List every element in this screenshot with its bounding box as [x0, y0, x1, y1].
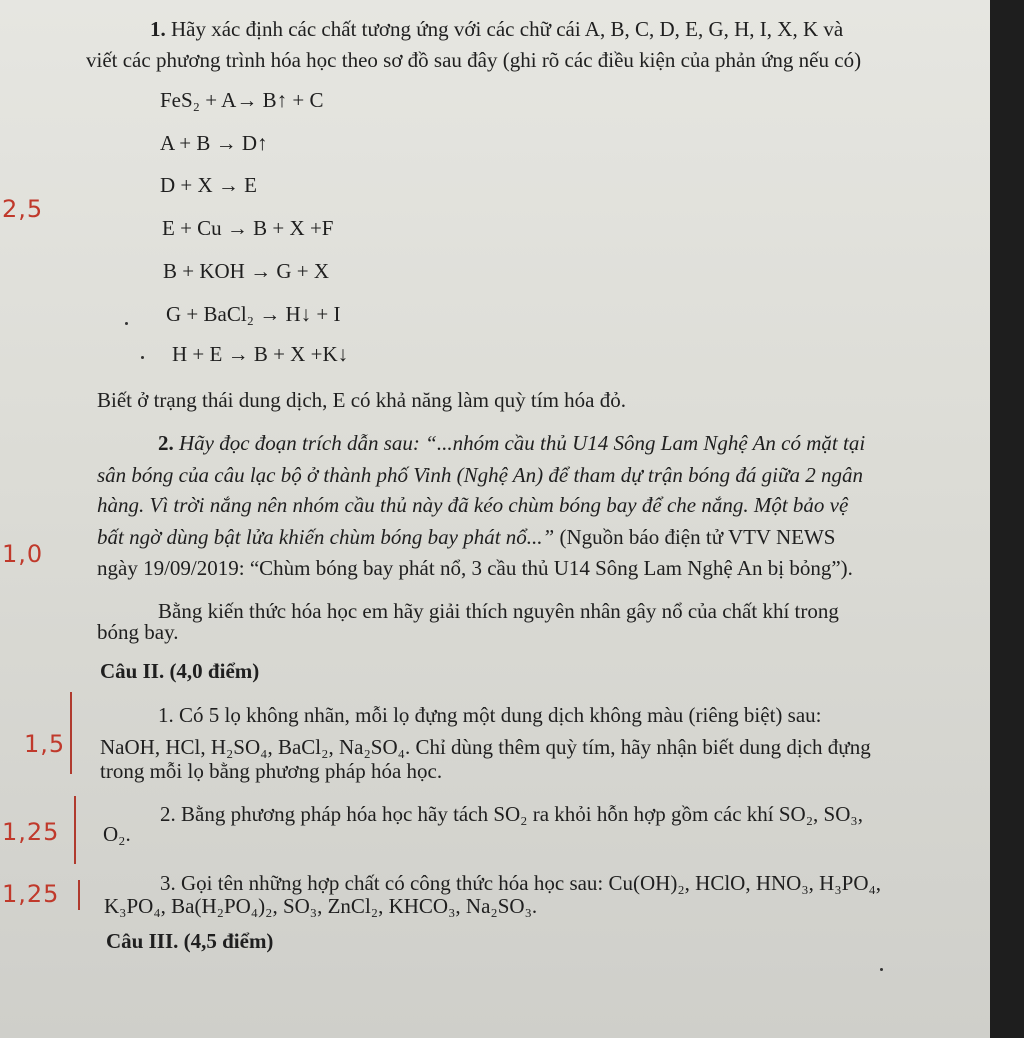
q1-note: Biết ở trạng thái dung dịch, E có khả năng làm quỳ tím hóa đỏ. [97, 388, 626, 412]
equation-5: B + KOH → G + X [163, 259, 330, 283]
equation-6: G + BaCl₂ → H↓ + I [166, 302, 341, 326]
score-bracket [78, 880, 80, 910]
equation-3: D + X → E [160, 173, 258, 197]
stray-dot [880, 968, 883, 971]
margin-score-2: 1,0 [2, 540, 44, 568]
equation-1: FeS₂ + A→ B↑ + C [160, 88, 324, 112]
s2-item1-line1: 1. Có 5 lọ không nhãn, mỗi lọ đựng một dung dịch không màu (riêng biệt) sau: [158, 703, 822, 727]
section2-heading: Câu II. (4,0 điểm) [100, 659, 260, 683]
section3-heading: Câu III. (4,5 điểm) [106, 929, 274, 953]
q2-line1 [158, 428, 865, 458]
q1-intro-line2: viết các phương trình hóa học theo sơ đồ sau đây (ghi rõ các điều kiện của phản ứng nếu có) [86, 48, 862, 72]
q2-line6: Bằng kiến thức hóa học em hãy giải thích nguyên nhân gây nổ của chất khí trong [158, 599, 839, 623]
q1-intro-line1-body: Hãy xác định các chất tương ứng với các chữ cái A, B, C, D, E, G, H, I, X, K và [171, 17, 844, 41]
q2-number: 2. [158, 431, 179, 455]
margin-score-5: 1,25 [2, 880, 60, 908]
q2-line4-quote: bất ngờ dùng bật lửa khiến chùm bóng bay phát nổ...” [97, 525, 555, 549]
s2-item2-line2: O₂. [103, 822, 131, 846]
q1-intro-line1: 1. Hãy xác định các chất tương ứng với các chữ cái A, B, C, D, E, G, H, I, X, K và [150, 17, 844, 41]
equation-2: A + B → D↑ [160, 131, 268, 155]
stray-dot [141, 356, 144, 359]
margin-score-3: 1,5 [24, 730, 66, 758]
margin-score-1: 2,5 [2, 195, 44, 223]
equation-4: E + Cu → B + X +F [162, 216, 334, 240]
q2-line7: bóng bay. [97, 620, 179, 644]
q2-line4-source: (Nguồn báo điện tử VTV NEWS [554, 525, 836, 549]
margin-score-4: 1,25 [2, 818, 60, 846]
s2-item3-line2: K₃PO₄, Ba(H₂PO₄)₂, SO₃, ZnCl₂, KHCO₃, Na₂SO₃. [104, 894, 538, 918]
score-bracket [74, 796, 76, 864]
q2-line5: ngày 19/09/2019: “Chùm bóng bay phát nổ, 3 cầu thủ U14 Sông Lam Nghệ An bị bỏng”). [97, 556, 853, 580]
s2-item1-line3: trong mỗi lọ bằng phương pháp hóa học. [100, 759, 443, 783]
q2-line2: sân bóng của câu lạc bộ ở thành phố Vinh (Nghệ An) để tham dự trận bóng đá giữa 2 ngân [97, 463, 863, 487]
s2-item2-line1: 2. Bằng phương pháp hóa học hãy tách SO₂ ra khỏi hỗn hợp gồm các khí SO₂, SO₃, [160, 802, 863, 826]
q2-line3: hàng. Vì trời nắng nên nhóm cầu thủ này đã kéo chùm bóng bay để che nắng. Một bảo vệ [97, 493, 849, 517]
s2-item3-line1: 3. Gọi tên những hợp chất có công thức hóa học sau: Cu(OH)₂, HClO, HNO₃, H₃PO₄, [160, 871, 882, 895]
stray-dot [125, 322, 128, 325]
q2-line1-body: Hãy đọc đoạn trích dẫn sau: “...nhóm cầu thủ U14 Sông Lam Nghệ An có mặt tại [179, 431, 866, 455]
equation-7: H + E → B + X +K↓ [172, 342, 349, 366]
q2-line4 [97, 522, 835, 552]
q2-line1-text [158, 431, 865, 455]
score-bracket [70, 692, 72, 774]
s2-item1-line2: NaOH, HCl, H₂SO₄, BaCl₂, Na₂SO₄. Chỉ dùng thêm quỳ tím, hãy nhận biết dung dịch đựng [100, 735, 871, 759]
